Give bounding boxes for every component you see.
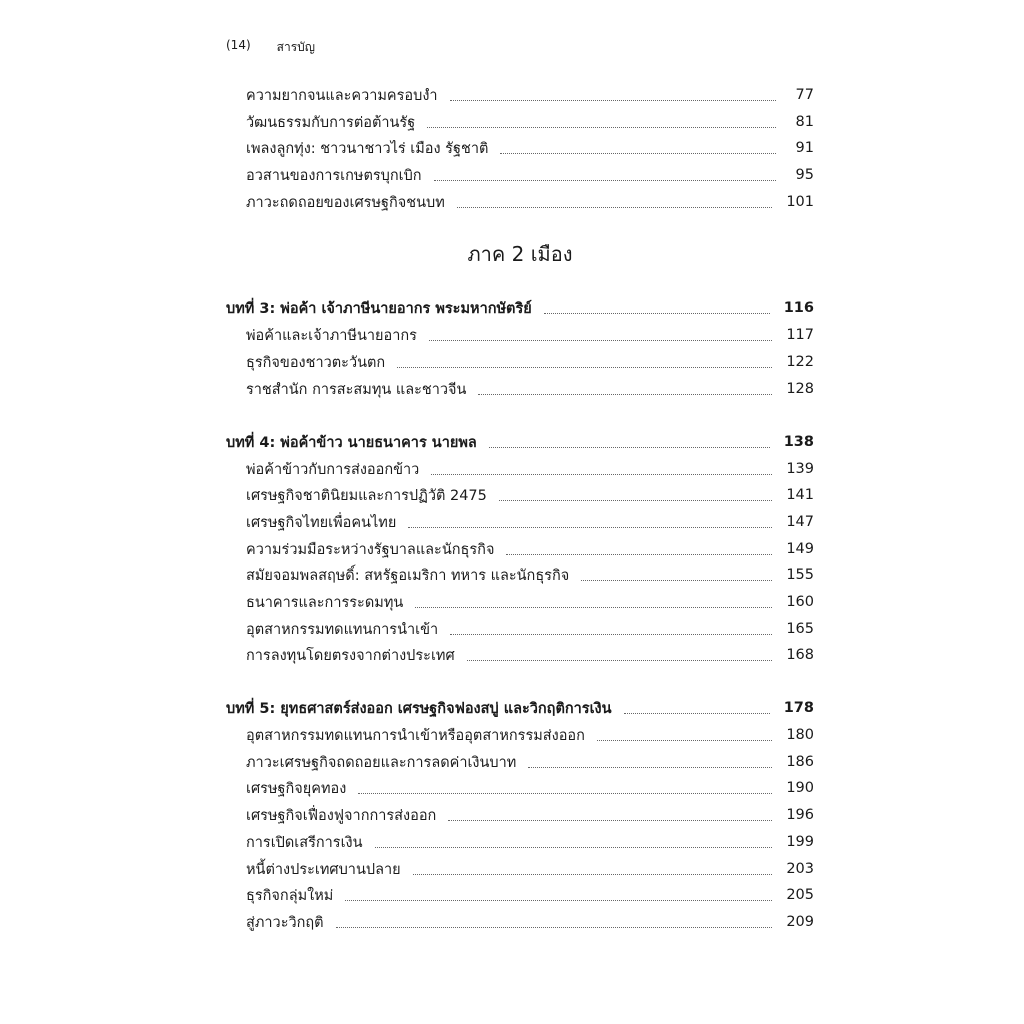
dot-leader bbox=[431, 474, 772, 475]
dot-leader bbox=[397, 367, 772, 368]
toc-entry-title: ภาวะเศรษฐกิจถดถอยและการลดค่าเงินบาท bbox=[246, 754, 517, 771]
toc-entry[interactable] bbox=[246, 616, 814, 642]
toc-entry-page: 160 bbox=[786, 594, 814, 610]
toc-entry-page: 141 bbox=[786, 487, 814, 503]
toc-entry-page: 77 bbox=[795, 87, 814, 103]
dot-leader bbox=[375, 847, 773, 848]
toc-entry-page: 117 bbox=[786, 327, 814, 343]
toc-entry-title: เพลงลูกทุ่ง: ชาวนาชาวไร่ เมือง รัฐชาติ bbox=[246, 140, 489, 157]
dot-leader bbox=[467, 660, 773, 661]
toc-entry-page: 165 bbox=[786, 621, 814, 637]
dot-leader bbox=[408, 527, 772, 528]
toc-entry-title: ธุรกิจกลุ่มใหม่ bbox=[246, 887, 334, 904]
toc-chapter-title: บทที่ 4: พ่อค้าข้าว นายธนาคาร นายพล bbox=[226, 434, 477, 451]
page-number-label: (14) bbox=[226, 38, 251, 52]
dot-leader bbox=[500, 153, 776, 154]
toc-entry[interactable] bbox=[246, 109, 814, 135]
running-section-title: สารบัญ bbox=[276, 40, 315, 54]
toc-entry[interactable] bbox=[246, 642, 814, 668]
dot-leader bbox=[429, 340, 772, 341]
toc-entry-title: อวสานของการเกษตรบุกเบิก bbox=[246, 167, 422, 184]
toc-entry-title: ความยากจนและความครอบงำ bbox=[246, 87, 438, 104]
dot-leader bbox=[413, 874, 773, 875]
dot-leader bbox=[581, 580, 772, 581]
dot-leader bbox=[478, 394, 772, 395]
toc-entry-page: 168 bbox=[786, 647, 814, 663]
toc-entry[interactable] bbox=[246, 135, 814, 161]
toc-entry[interactable] bbox=[246, 456, 814, 482]
dot-leader bbox=[489, 447, 770, 448]
toc-chapter-title: บทที่ 3: พ่อค้า เจ้าภาษีนายอากร พระมหากษัตริย์ bbox=[226, 300, 532, 317]
dot-leader bbox=[450, 634, 772, 635]
toc-chapter-entry[interactable] bbox=[226, 429, 814, 455]
toc-entry-page: 205 bbox=[786, 887, 814, 903]
toc-entry[interactable] bbox=[246, 349, 814, 375]
toc-entry-page: 209 bbox=[786, 914, 814, 930]
toc-entry[interactable] bbox=[246, 802, 814, 828]
toc-entry-title: วัฒนธรรมกับการต่อต้านรัฐ bbox=[246, 114, 416, 131]
toc-entry-title: หนี้ต่างประเทศบานปลาย bbox=[246, 861, 401, 878]
toc-entry-page: 180 bbox=[786, 727, 814, 743]
toc-entry-page: 199 bbox=[786, 834, 814, 850]
dot-leader bbox=[506, 554, 772, 555]
toc-entry-title: ความร่วมมือระหว่างรัฐบาลและนักธุรกิจ bbox=[246, 541, 495, 558]
toc-entry[interactable] bbox=[246, 749, 814, 775]
toc-entry[interactable] bbox=[246, 376, 814, 402]
toc-entry-page: 147 bbox=[786, 514, 814, 530]
toc-entry-page: 196 bbox=[786, 807, 814, 823]
toc-entry[interactable] bbox=[246, 722, 814, 748]
toc-chapter-page: 138 bbox=[783, 434, 814, 450]
toc-entry[interactable] bbox=[246, 856, 814, 882]
dot-leader bbox=[597, 740, 772, 741]
toc-entry-page: 95 bbox=[795, 167, 814, 183]
toc-entry-page: 81 bbox=[795, 114, 814, 130]
toc-entry-title: เศรษฐกิจเฟื่องฟูจากการส่งออก bbox=[246, 807, 437, 824]
dot-leader bbox=[528, 767, 772, 768]
dot-leader bbox=[624, 713, 770, 714]
toc-entry-page: 203 bbox=[786, 861, 814, 877]
toc-entry-page: 155 bbox=[786, 567, 814, 583]
toc-entry-title: ธุรกิจของชาวตะวันตก bbox=[246, 354, 386, 371]
toc-entry-title: สมัยจอมพลสฤษดิ์: สหรัฐอเมริกา ทหาร และนักธุรกิจ bbox=[246, 567, 570, 584]
toc-entry-page: 186 bbox=[786, 754, 814, 770]
toc-entry[interactable] bbox=[246, 482, 814, 508]
toc-entry[interactable] bbox=[246, 322, 814, 348]
toc-entry[interactable] bbox=[246, 509, 814, 535]
running-header bbox=[226, 38, 315, 57]
toc-entry-title: ราชสำนัก การสะสมทุน และชาวจีน bbox=[246, 381, 467, 398]
toc-entry[interactable] bbox=[246, 909, 814, 935]
dot-leader bbox=[427, 127, 776, 128]
toc-entry-title: อุตสาหกรรมทดแทนการนำเข้าหรืออุตสาหกรรมส่งออก bbox=[246, 727, 585, 744]
toc-chapter-page: 116 bbox=[783, 300, 814, 316]
toc-entry-title: ธนาคารและการระดมทุน bbox=[246, 594, 404, 611]
toc-entry-title: พ่อค้าข้าวกับการส่งออกข้าว bbox=[246, 461, 420, 478]
dot-leader bbox=[450, 100, 776, 101]
toc-entry-title: การลงทุนโดยตรงจากต่างประเทศ bbox=[246, 647, 455, 664]
dot-leader bbox=[358, 793, 772, 794]
toc-chapter-title: บทที่ 5: ยุทธศาสตร์ส่งออก เศรษฐกิจฟองสบู่ และวิกฤติการเงิน bbox=[226, 700, 612, 717]
toc-chapter-page: 178 bbox=[783, 700, 814, 716]
dot-leader bbox=[434, 180, 776, 181]
toc-chapter-entry[interactable] bbox=[226, 695, 814, 721]
toc-entry-title: เศรษฐกิจยุคทอง bbox=[246, 780, 347, 797]
toc-entry[interactable] bbox=[246, 775, 814, 801]
toc-entry-page: 190 bbox=[786, 780, 814, 796]
toc-entry-title: อุตสาหกรรมทดแทนการนำเข้า bbox=[246, 621, 439, 638]
toc-entry-page: 149 bbox=[786, 541, 814, 557]
toc-chapter-entry[interactable] bbox=[226, 295, 814, 321]
toc-entry[interactable] bbox=[246, 536, 814, 562]
toc-entry-title: การเปิดเสรีการเงิน bbox=[246, 834, 363, 851]
toc-entry-title: เศรษฐกิจไทยเพื่อคนไทย bbox=[246, 514, 397, 531]
toc-entry-title: สู่ภาวะวิกฤติ bbox=[246, 914, 324, 931]
toc-entry-page: 128 bbox=[786, 381, 814, 397]
dot-leader bbox=[345, 900, 772, 901]
toc-entry-title: ภาวะถดถอยของเศรษฐกิจชนบท bbox=[246, 194, 445, 211]
dot-leader bbox=[448, 820, 772, 821]
dot-leader bbox=[457, 207, 773, 208]
toc-entry[interactable] bbox=[246, 562, 814, 588]
toc-entry[interactable] bbox=[246, 82, 814, 108]
toc-entry-page: 91 bbox=[795, 140, 814, 156]
toc-entry-page: 122 bbox=[786, 354, 814, 370]
toc-entry[interactable] bbox=[246, 829, 814, 855]
dot-leader bbox=[415, 607, 772, 608]
dot-leader bbox=[544, 313, 770, 314]
toc-entry-page: 139 bbox=[786, 461, 814, 477]
toc-entry[interactable] bbox=[246, 882, 814, 908]
toc-entry[interactable] bbox=[246, 589, 814, 615]
dot-leader bbox=[336, 927, 773, 928]
toc-entry-title: พ่อค้าและเจ้าภาษีนายอากร bbox=[246, 327, 417, 344]
toc-entry-title: เศรษฐกิจชาตินิยมและการปฏิวัติ 2475 bbox=[246, 487, 487, 504]
part-heading: ภาค 2 เมือง bbox=[467, 242, 573, 266]
toc-entry-page: 101 bbox=[786, 194, 814, 210]
dot-leader bbox=[499, 500, 772, 501]
toc-entry[interactable] bbox=[246, 189, 814, 215]
toc-entry[interactable] bbox=[246, 162, 814, 188]
